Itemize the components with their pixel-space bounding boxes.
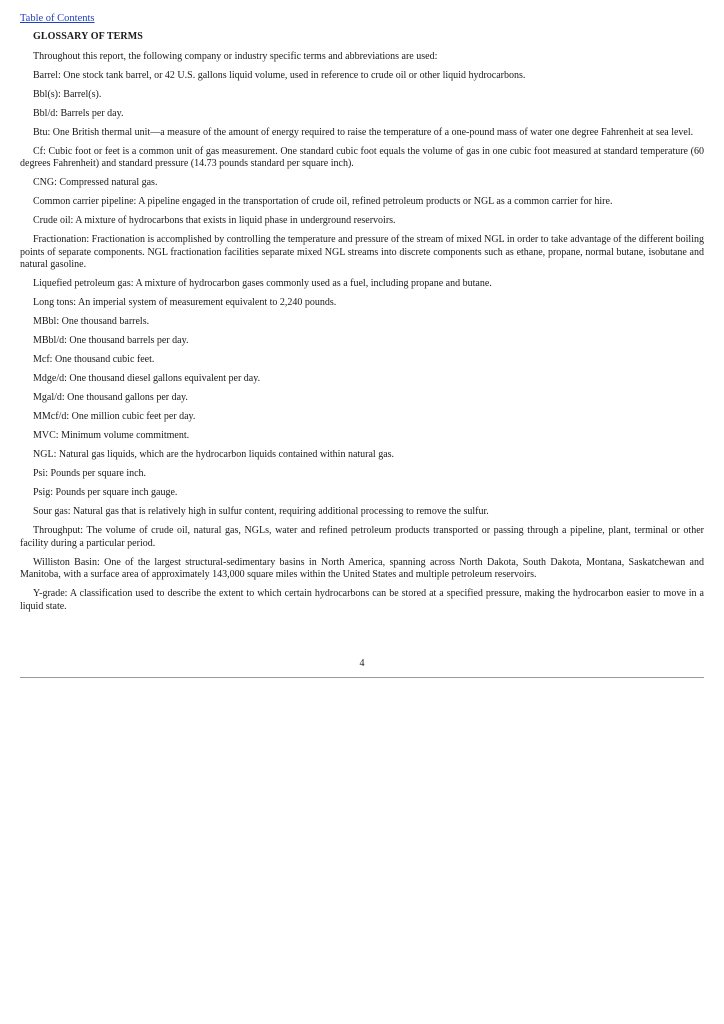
glossary-entry xyxy=(20,127,704,140)
glossary-definition: Fractionation is accomplished by controlling the temperature and pressure of the stream of mixed NGL in order to take advantage of the different boiling points of separate components. NGL fractionation facilities separate mixed NGL streams into discrete components such as ethane, propane, normal butane, isobutane and natural gasoline. xyxy=(20,234,704,270)
glossary-term: Mgal/d : xyxy=(33,392,67,403)
section-heading: GLOSSARY OF TERMS xyxy=(33,31,143,42)
glossary-definition: Pounds per square inch. xyxy=(50,468,147,479)
glossary-entry xyxy=(20,468,704,481)
glossary-term: Fractionation : xyxy=(33,234,92,245)
glossary-term: MMcf/d : xyxy=(33,411,72,422)
glossary-definition: Pounds per square inch gauge. xyxy=(55,487,178,498)
glossary-term: Psi : xyxy=(33,468,51,479)
glossary-entry xyxy=(20,278,704,291)
glossary-definition: One thousand barrels. xyxy=(61,316,150,327)
glossary-entry xyxy=(20,373,704,386)
glossary-list xyxy=(20,70,704,614)
glossary-entry xyxy=(20,449,704,462)
glossary-definition: One of the largest structural-sedimentary basins in North America, spanning across North Dakota, South Dakota, Montana, Saskatchewan and Manitoba, with a surface area of approximately 143,000 square miles within the United States and multiple petroleum reservoirs. xyxy=(20,556,704,580)
glossary-term: MVC : xyxy=(33,430,61,441)
glossary-entry xyxy=(20,215,704,228)
glossary-term: Y-grade : xyxy=(33,588,70,599)
glossary-term: Bbl(s) : xyxy=(33,89,63,100)
glossary-entry xyxy=(20,588,704,613)
glossary-definition: Barrels per day. xyxy=(60,107,124,119)
glossary-entry xyxy=(20,316,704,329)
glossary-term: CNG : xyxy=(33,177,59,188)
glossary-term: Throughput : xyxy=(33,525,86,536)
glossary-term: Common carrier pipeline : xyxy=(33,196,138,207)
glossary-definition: Natural gas that is relatively high in sulfur content, requiring additional processing to remove the sulfur. xyxy=(73,506,489,517)
glossary-entry xyxy=(20,335,704,348)
glossary-term: NGL : xyxy=(33,449,59,460)
glossary-entry xyxy=(20,70,704,83)
intro-paragraph: Throughout this report, the following company or industry specific terms and abbreviations are used: xyxy=(33,51,438,62)
glossary-term: Cf : xyxy=(33,146,48,157)
glossary-term: Williston Basin : xyxy=(33,557,104,568)
glossary-definition: Minimum volume commitment. xyxy=(61,430,190,441)
glossary-definition: One British thermal unit—a measure of the amount of energy required to raise the temperature of a one-pound mass of water one degree Fahrenheit at sea level. xyxy=(52,126,694,138)
glossary-term: Mdge/d : xyxy=(33,373,69,384)
glossary-term: MBbl : xyxy=(33,316,62,327)
glossary-definition: One thousand cubic feet. xyxy=(54,354,155,365)
glossary-definition: Natural gas liquids, which are the hydrocarbon liquids contained within natural gas. xyxy=(58,449,395,460)
glossary-entry xyxy=(20,108,704,121)
glossary-term: Mcf : xyxy=(33,354,55,365)
table-of-contents-link[interactable]: Table of Contents xyxy=(20,13,95,24)
glossary-definition: Barrel(s). xyxy=(63,88,102,100)
glossary-entry xyxy=(20,392,704,405)
glossary-entry xyxy=(20,177,704,190)
glossary-term: Liquefied petroleum gas : xyxy=(33,278,135,289)
glossary-entry xyxy=(20,525,704,550)
glossary-entry xyxy=(20,297,704,310)
glossary-term: MBbl/d : xyxy=(33,335,69,346)
glossary-term: Crude oil : xyxy=(33,215,75,226)
glossary-term: Long tons : xyxy=(33,297,78,308)
glossary-entry xyxy=(20,411,704,424)
glossary-term: Sour gas : xyxy=(33,506,73,517)
glossary-definition: A pipeline engaged in the transportation of crude oil, refined petroleum products or NGL as a common carrier for hire. xyxy=(138,196,613,207)
glossary-definition: Compressed natural gas. xyxy=(59,177,158,188)
glossary-entry xyxy=(20,354,704,367)
page-number: 4 xyxy=(359,658,365,669)
glossary-term: Psig : xyxy=(33,487,56,498)
glossary-definition: One thousand gallons per day. xyxy=(67,392,188,403)
glossary-definition: A mixture of hydrocarbons that exists in liquid phase in underground reservoirs. xyxy=(75,215,396,226)
glossary-entry xyxy=(20,506,704,519)
glossary-definition: A mixture of hydrocarbon gases commonly used as a fuel, including propane and butane. xyxy=(135,278,492,289)
glossary-definition: One thousand barrels per day. xyxy=(69,335,189,346)
glossary-definition: One stock tank barrel, or 42 U.S. gallons liquid volume, used in reference to crude oil or other liquid hydrocarbons. xyxy=(63,69,526,81)
glossary-definition: The volume of crude oil, natural gas, NGLs, water and refined petroleum products transported or passing through a pipeline, plant, terminal or other facility during a particular period. xyxy=(20,525,704,549)
glossary-term: Btu : xyxy=(33,127,53,138)
glossary-definition: One thousand diesel gallons equivalent per day. xyxy=(69,373,261,384)
glossary-definition: An imperial system of measurement equivalent to 2,240 pounds. xyxy=(78,297,337,308)
glossary-entry xyxy=(20,146,704,171)
glossary-entry xyxy=(20,234,704,272)
glossary-term: Barrel : xyxy=(33,70,63,81)
glossary-entry xyxy=(20,89,704,102)
page-divider xyxy=(20,677,704,678)
glossary-entry xyxy=(20,196,704,209)
glossary-definition: Cubic foot or feet is a common unit of gas measurement. One standard cubic foot equals the volume of gas in one cubic foot measured at standard temperature (60 degrees Fahrenheit) and standard pressure (14.73 pounds standard per square inch). xyxy=(20,145,705,169)
glossary-definition: A classification used to describe the extent to which certain hydrocarbons can be stored at a specified pressure, making the hydrocarbon easier to move in a liquid state. xyxy=(20,588,704,612)
glossary-entry xyxy=(20,557,704,582)
glossary-entry xyxy=(20,487,704,500)
glossary-term: Bbl/d : xyxy=(33,108,61,119)
glossary-definition: One million cubic feet per day. xyxy=(71,411,196,422)
glossary-entry xyxy=(20,430,704,443)
document-page xyxy=(20,8,705,669)
